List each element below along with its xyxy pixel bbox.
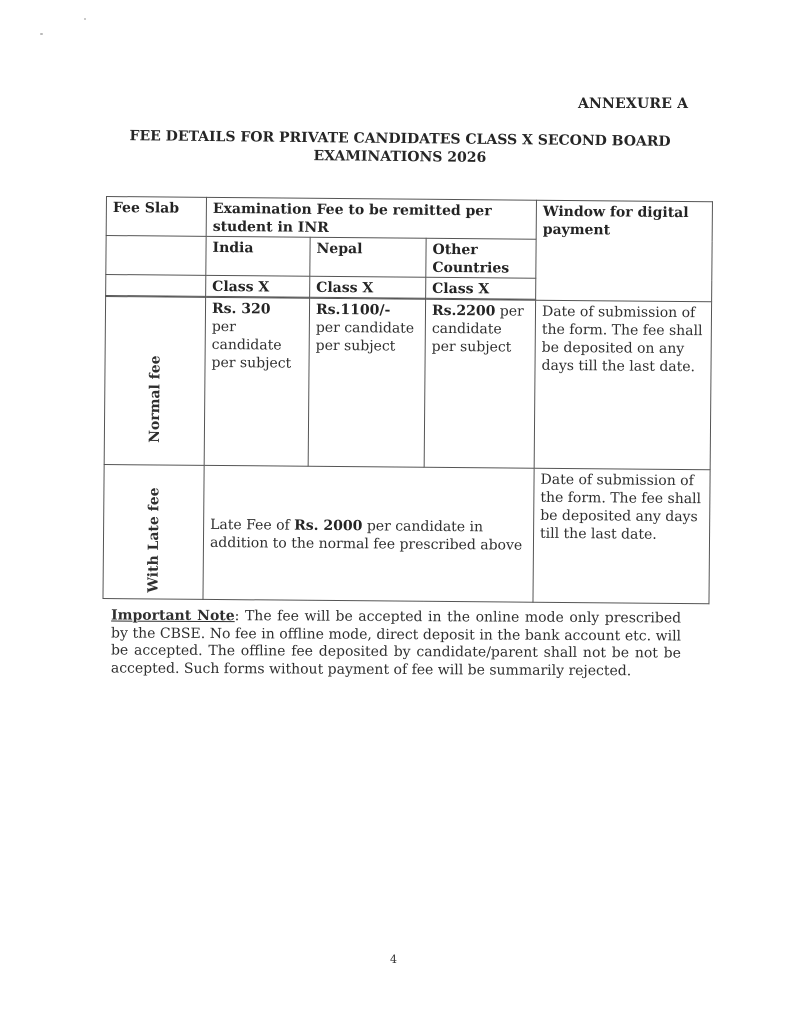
late-fee-text: per candidate in addition to the normal fee prescribed above [209,517,523,554]
fee-amount: Rs.1100/- [315,301,391,319]
fee-suffix: per candidate per subject [431,303,524,356]
header-country-india: India [206,236,310,276]
fee-amount: Rs.2200 [431,302,496,320]
table-row-normal-fee [104,297,711,470]
late-fee-description [203,465,534,602]
header-class-nepal: Class X [310,276,426,298]
page-title: FEE DETAILS FOR PRIVATE CANDIDATES CLASS X SECOND BOARD EXAMINATIONS 2026 [129,128,671,166]
empty-cell [106,275,206,297]
late-fee-text: Late Fee of [210,516,295,534]
important-note [111,608,681,681]
page-number: 4 [390,953,397,966]
payment-window-late: Date of submission of the form. The fee shall be deposited any days till the last date. [533,468,710,604]
scan-speck [40,33,43,35]
fee-amount: Rs. 320 [211,300,271,318]
table-row-late-fee [103,464,710,603]
scan-speck [84,18,86,20]
fee-table [102,196,713,604]
fee-india [204,297,309,466]
header-class-india: Class X [206,275,310,297]
slab-label: With Late fee [145,487,162,593]
note-text: : The fee will be accepted in the online mode only prescribed by the CBSE. No fee in offline mode, direct deposit in the bank account etc. will be accepted. The offline fee deposited by candidate/parent shall not be not be accepted. Such forms without payment of fee will be summarily rejected. [110,608,682,679]
table-header-row [106,197,712,241]
late-fee-amount: Rs. 2000 [294,517,363,534]
header-country-other: Other Countries [426,238,536,278]
fee-nepal [308,298,425,467]
slab-label: Normal fee [146,354,164,443]
payment-window-normal: Date of submission of the form. The fee shall be deposited on any days till the last date. [534,300,711,470]
empty-cell [106,236,206,276]
header-class-other: Class X [426,277,536,299]
header-country-nepal: Nepal [310,237,426,277]
slab-normal-fee [104,297,205,466]
note-label: Important Note [111,607,235,625]
fee-other-countries [424,299,535,468]
slab-late-fee [103,464,204,599]
fee-suffix: per candidate per subject [315,319,415,355]
header-window: Window for digital payment [536,200,713,302]
header-fee-slab: Fee Slab [106,197,206,237]
annexure-label: ANNEXURE A [578,96,689,112]
fee-suffix: per candidate per subject [211,318,292,372]
header-exam-fee: Examination Fee to be remitted per student in INR [206,197,536,239]
